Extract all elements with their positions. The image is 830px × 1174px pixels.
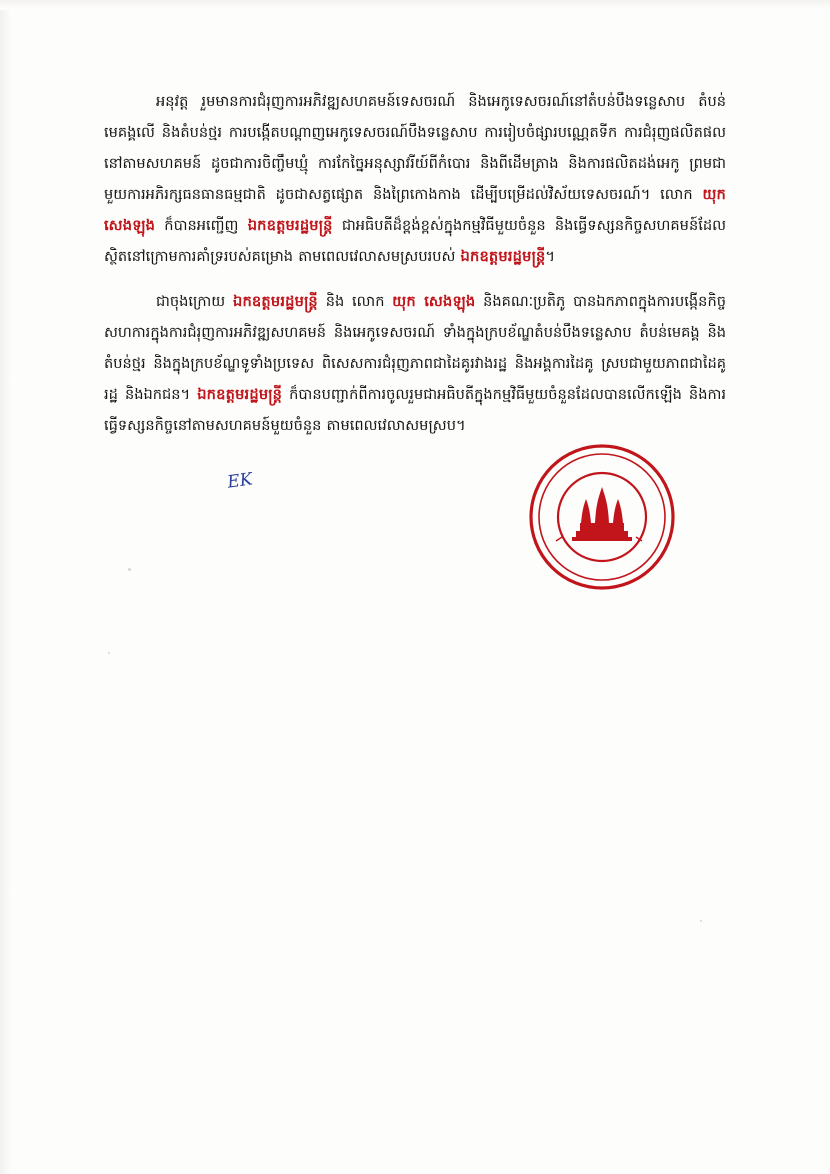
body-text: អនុវត្ត រួមមានការជំរុញការអភិវឌ្ឍសហគមន៍ទេសចរណ៍ និងអេកូទេសចរណ៍នៅតំបន់បឹងទន្លេសាប តំបន់មេគង្គលើ និងតំបន់ថ្មរ ការបង្កើតបណ្ដាញអេកូទេសចរណ៍បឹងទន្លេសាប ការរៀបចំផ្សារបណ្ណេតទីក ការជំរុញផលិតផលនៅតាមសហគមន៍ ដូចជាការចិញ្ចឹមឃ្មុំ ការកែច្នៃអនុស្សាវរីយ៍ពីកំបោរ និងពីដើមត្រាង និងការផលិតដង់អេកូ ព្រមជាមួយការអភិរក្សធនធានធម្មជាតិ ដូចជាសត្វផ្សោត និងព្រៃកោងកាង ដើម្បីបម្រើដល់វិស័យទេសចរណ៍។ លោក bbox=[104, 93, 726, 203]
body-text: ជាអធិបតីដ៏ខ្ពង់ខ្ពស់ក្នុងកម្មវិធីមួយចំនួន និងធ្វើទស្សនកិច្ចសហគមន៍ដែលស្ថិតនៅក្រោមការគាំទ្ររបស់គម្រោង តាមពេលវេលាសមស្របរបស់ bbox=[104, 217, 726, 265]
scan-speck bbox=[700, 920, 702, 922]
emphasized-term: យុក សេងឡុង bbox=[392, 293, 476, 310]
paragraph-2 bbox=[104, 286, 726, 441]
emphasized-term: ឯកឧត្តមរដ្ឋមន្ត្រី bbox=[233, 293, 318, 310]
scan-speck bbox=[128, 568, 131, 571]
scan-speck bbox=[108, 652, 110, 654]
emphasized-term: ឯកឧត្តមរដ្ឋមន្ត្រី bbox=[247, 217, 333, 234]
emphasized-term: ឯកឧត្តមរដ្ឋមន្ត្រី bbox=[197, 386, 283, 403]
handwritten-signature: EK bbox=[226, 469, 254, 493]
page-edge-shadow-top bbox=[0, 0, 830, 10]
body-text: ក៏បានអញ្ជើញ bbox=[155, 217, 248, 234]
ministry-seal bbox=[528, 443, 676, 591]
paragraph-1 bbox=[104, 86, 726, 272]
body-text: ជាចុងក្រោយ bbox=[156, 293, 233, 310]
body-text: និងគណៈប្រតិភូ បានឯកភាពក្នុងការបង្កើនកិច្ចសហការក្នុងការជំរុញការអភិវឌ្ឍសហគមន៍ និងអេកូទេសចរណ៍ ទាំងក្នុងក្របខ័ណ្ឌតំបន់បឹងទន្លេសាប តំបន់មេគង្គ និងតំបន់ថ្មរ និងក្នុងក្របខ័ណ្ឌទូទាំងប្រទេស ពិសេសការជំរុញភាពជាដៃគូរវាងរដ្ឋ និងអង្គការដៃគូ ស្របជាមួយភាពជាដៃគូរដ្ឋ និងឯកជន។ bbox=[104, 293, 726, 403]
document-body bbox=[104, 86, 726, 445]
emphasized-term: ឯកឧត្តមរដ្ឋមន្ត្រី bbox=[460, 248, 546, 265]
emphasized-term: យុក សេងឡុង bbox=[104, 186, 726, 234]
page-edge-shadow-left bbox=[0, 0, 14, 1174]
body-text: ។ bbox=[545, 248, 556, 265]
body-text: និង លោក bbox=[317, 293, 393, 310]
body-text: ក៏បានបញ្ជាក់ពីការចូលរួមជាអធិបតីក្នុងកម្មវិធីមួយចំនួនដែលបានលើកឡើង និងការធ្វើទស្សនកិច្ចនៅតាមសហគមន៍មួយចំនួន តាមពេលវេលាសមស្រប។ bbox=[104, 386, 726, 434]
